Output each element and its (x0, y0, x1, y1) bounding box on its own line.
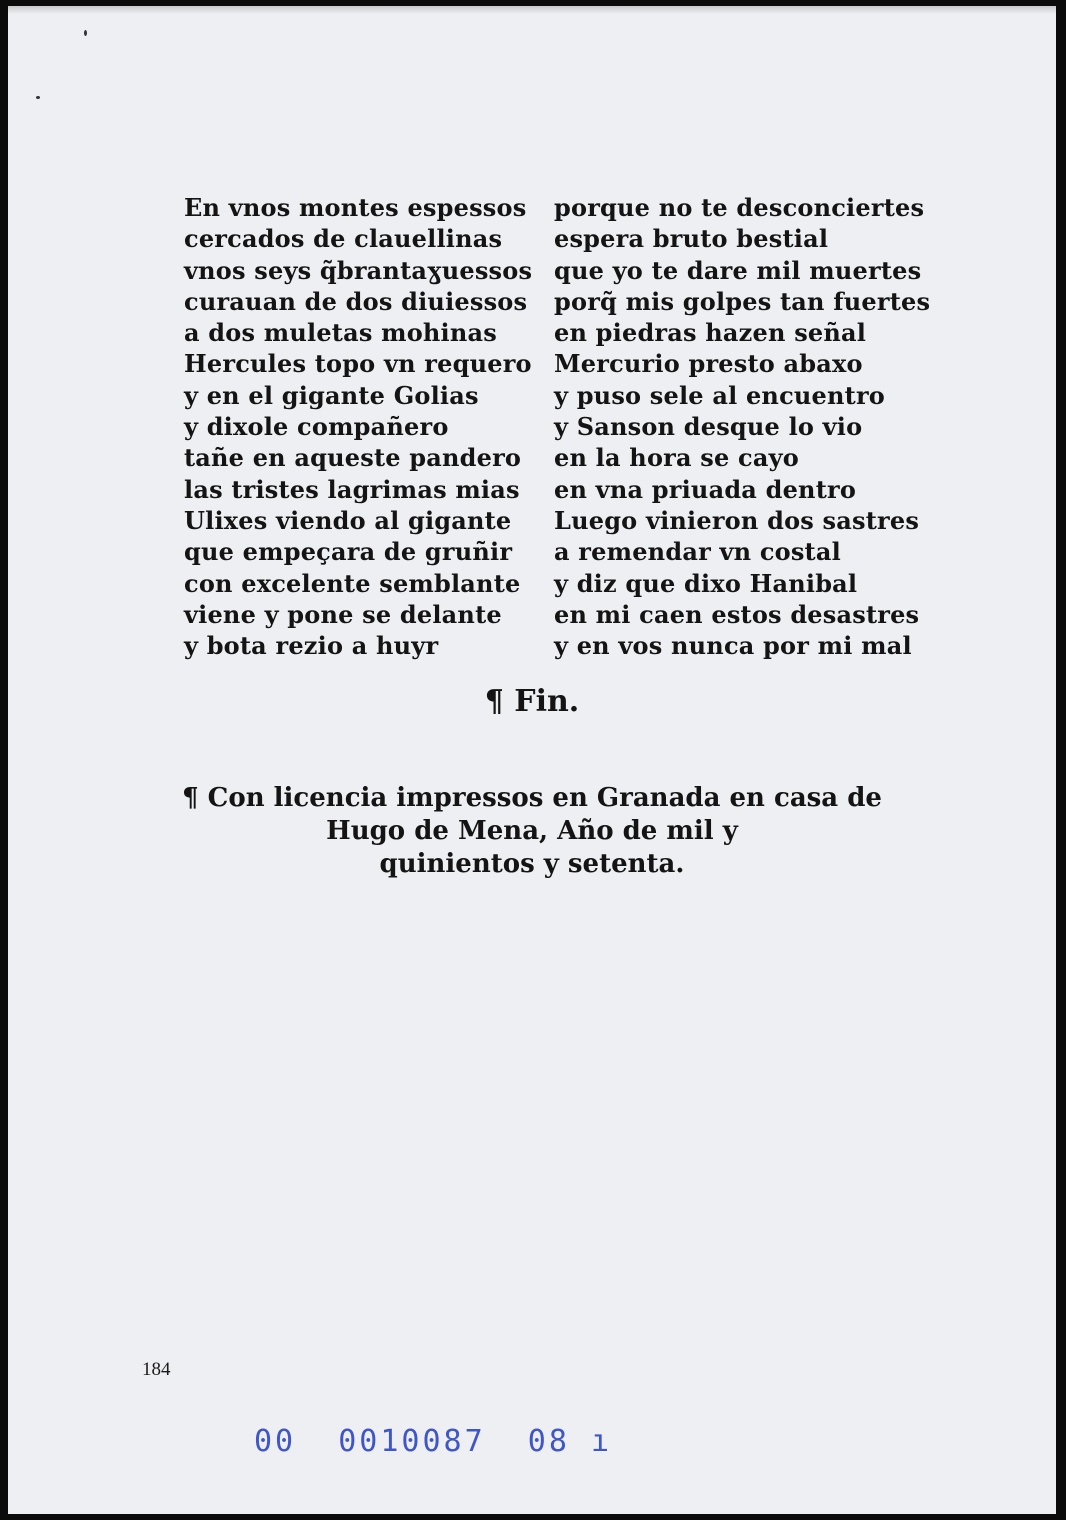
verse-line: las tristes lagrimas mias (184, 474, 520, 504)
verse-line: Ulixes viendo al gigante (184, 505, 512, 535)
verse-line: cercados de clauellinas (184, 224, 503, 254)
verse-line: Luego vinieron dos sastres (554, 505, 920, 535)
verse-line: y dixole compañero (184, 412, 449, 442)
document-page (8, 6, 1056, 1514)
verse-line: que yo te dare mil muertes (554, 255, 922, 285)
verse-line: en piedras hazen señal (554, 318, 867, 348)
verse-line: con excelente semblante (184, 568, 521, 598)
verse-line: porque no te desconciertes (554, 193, 925, 222)
ink-speck (36, 96, 40, 99)
page-number: 184 (142, 1359, 171, 1380)
verse-line: y Sanson desque lo vio (554, 412, 863, 442)
verse-line: en mi caen estos desastres (554, 599, 920, 629)
colophon (8, 782, 1056, 881)
verse-line: tañe en aqueste pandero (184, 443, 522, 473)
poem-left-column (184, 192, 532, 661)
verse-line: a remendar vn costal (554, 537, 841, 567)
verse-line: y en vos nunca por mi mal (554, 631, 912, 661)
colophon-line: Hugo de Mena, Año de mil y (326, 816, 738, 846)
verse-line: y puso sele al encuentro (554, 380, 885, 410)
verse-line: En vnos montes espessos (184, 193, 527, 222)
colophon-line: ¶ Con licencia impressos en Granada en casa de (182, 783, 882, 813)
scan-edge (8, 6, 1056, 14)
archive-stamp: 00 0010087 08 ı (254, 1424, 613, 1459)
verse-line: y bota rezio a huyr (184, 631, 439, 661)
verse-line: y diz que dixo Hanibal (554, 568, 858, 598)
verse-line: Hercules topo vn requero (184, 349, 532, 379)
verse-line: viene y pone se delante (184, 599, 502, 629)
verse-line: curauan de dos diuiessos (184, 286, 528, 316)
verse-line: a dos muletas mohinas (184, 318, 497, 348)
poem-right-column (554, 192, 930, 661)
verse-line: porq̃ mis golpes tan fuertes (554, 286, 931, 316)
verse-line: en vna priuada dentro (554, 474, 857, 504)
verse-line: vnos seys q̃brantaɣuessos (184, 255, 533, 285)
colophon-line: quinientos y setenta. (379, 849, 685, 879)
verse-line: y en el gigante Golias (184, 380, 479, 410)
fin-heading: ¶ Fin. (484, 684, 580, 719)
ink-speck (84, 30, 87, 36)
verse-line: que empeçara de gruñir (184, 537, 513, 567)
verse-line: en la hora se cayo (554, 443, 799, 473)
verse-line: espera bruto bestial (554, 224, 829, 254)
verse-line: Mercurio presto abaxo (554, 349, 863, 379)
